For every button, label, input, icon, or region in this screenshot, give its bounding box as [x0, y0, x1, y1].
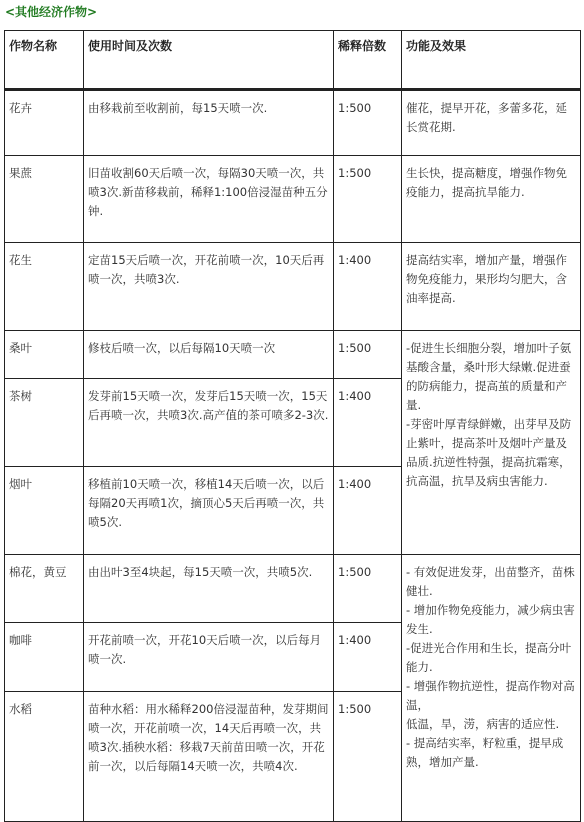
dilution-cell: 1:500 — [334, 156, 402, 243]
usage-cell: 修枝后喷一次，以后每隔10天喷一次 — [84, 331, 334, 379]
dilution-cell: 1:400 — [334, 623, 402, 692]
header-usage: 使用时间及次数 — [84, 31, 334, 90]
dilution-cell: 1:500 — [334, 555, 402, 623]
table-row — [5, 555, 581, 623]
usage-cell: 移植前10天喷一次，移植14天后喷一次，以后每隔20天再喷1次，摘顶心5天后再喷一次，共喷5次. — [84, 467, 334, 555]
effect-cell-group: - 有效促进发芽，出苗整齐，苗株健壮. - 增加作物免疫能力，减少病虫害发生. -促进光合作用和生长，提高分叶能力. - 增强作物抗逆性，提高作物对高温， 低温，旱，涝，病害的适应性. - 提高结实率，籽粒重，提早成熟，增加产量. — [402, 555, 581, 822]
table-row — [5, 90, 581, 156]
dilution-cell: 1:400 — [334, 379, 402, 467]
effect-cell-group: -促进生长细胞分裂，增加叶子氨基酸含量，桑叶形大绿嫩.促进蚕的防病能力，提高茧的质量和产量. -芽密叶厚青绿鲜嫩，出芽早及防止紫叶，提高茶叶及烟叶产量及品质.抗逆性特强，提高抗霜寒，抗高温，抗旱及病虫害能力. — [402, 331, 581, 555]
crop-name-cell: 棉花，黄豆 — [5, 555, 84, 623]
dilution-cell: 1:400 — [334, 243, 402, 331]
effect-cell: 催花，提早开花，多蕾多花，延长赏花期. — [402, 90, 581, 156]
table-header-row — [5, 31, 581, 90]
usage-cell: 由移栽前至收割前，每15天喷一次. — [84, 90, 334, 156]
usage-cell: 苗种水稻：用水稀释200倍浸湿苗种，发芽期间喷一次，开花前喷一次，14天后再喷一次，共喷3次.插秧水稻：移栽7天前苗田喷一次，开花前一次，以后每隔14天喷一次，共喷4次. — [84, 692, 334, 822]
dilution-cell: 1:400 — [334, 467, 402, 555]
effect-cell: 生长快，提高糖度，增强作物免疫能力，提高抗旱能力. — [402, 156, 581, 243]
dilution-cell: 1:500 — [334, 331, 402, 379]
usage-cell: 由出叶3至4块起，每15天喷一次，共喷5次. — [84, 555, 334, 623]
dilution-cell: 1:500 — [334, 90, 402, 156]
table-row — [5, 331, 581, 379]
usage-cell: 旧苗收割60天后喷一次，每隔30天喷一次，共喷3次.新苗移栽前，稀释1:100倍浸湿苗种五分钟. — [84, 156, 334, 243]
table-row — [5, 243, 581, 331]
crop-usage-table — [4, 30, 581, 822]
header-crop-name: 作物名称 — [5, 31, 84, 90]
usage-cell: 发芽前15天喷一次，发芽后15天喷一次，15天后再喷一次，共喷3次.高产值的茶可喷多2-3次. — [84, 379, 334, 467]
crop-name-cell: 花卉 — [5, 90, 84, 156]
header-dilution: 稀释倍数 — [334, 31, 402, 90]
usage-cell: 定苗15天后喷一次，开花前喷一次，10天后再喷一次，共喷3次. — [84, 243, 334, 331]
crop-name-cell: 茶树 — [5, 379, 84, 467]
effect-cell: 提高结实率，增加产量，增强作物免疫能力，果形均匀肥大，含油率提高. — [402, 243, 581, 331]
header-effect: 功能及效果 — [402, 31, 581, 90]
dilution-cell: 1:500 — [334, 692, 402, 822]
crop-name-cell: 果蔗 — [5, 156, 84, 243]
crop-name-cell: 桑叶 — [5, 331, 84, 379]
table-row — [5, 156, 581, 243]
crop-name-cell: 水稻 — [5, 692, 84, 822]
crop-name-cell: 花生 — [5, 243, 84, 331]
crop-name-cell: 烟叶 — [5, 467, 84, 555]
section-heading: <其他经济作物> — [5, 5, 98, 19]
usage-cell: 开花前喷一次，开花10天后喷一次，以后每月喷一次. — [84, 623, 334, 692]
crop-name-cell: 咖啡 — [5, 623, 84, 692]
